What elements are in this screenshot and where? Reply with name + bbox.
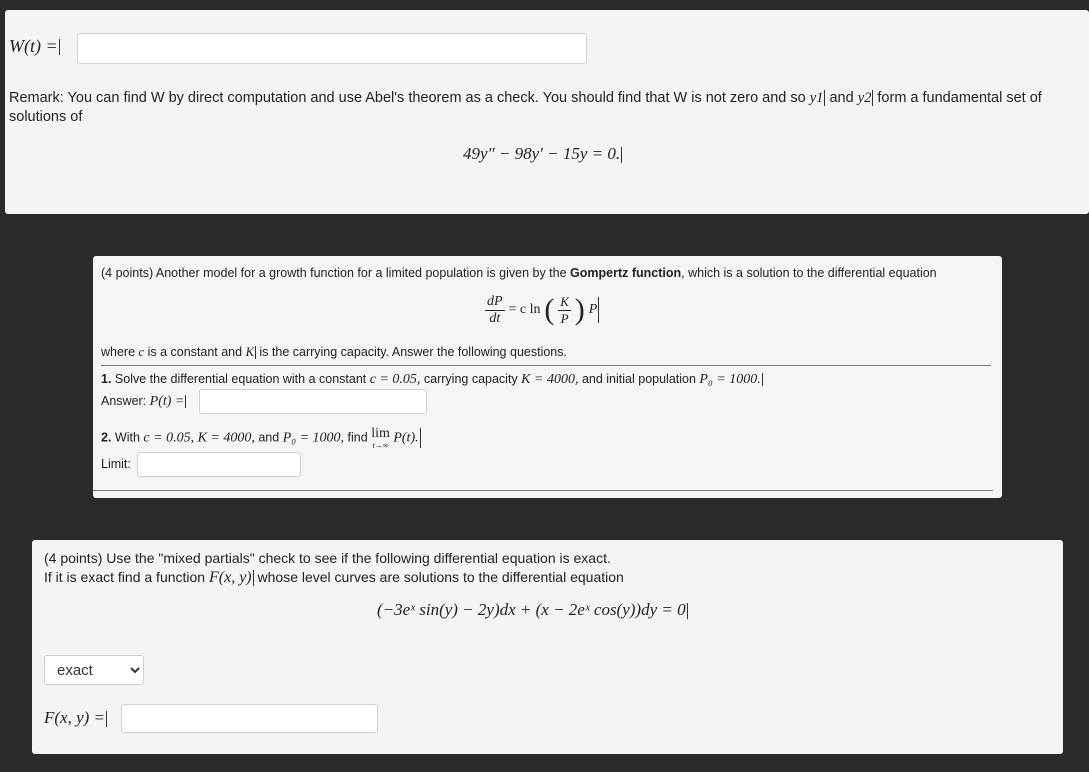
q2-p0: P₀ = 1000, (282, 430, 345, 446)
lim-sub: t→∞ (372, 441, 389, 450)
question-1 (101, 372, 763, 388)
q1-number: 1. (101, 372, 112, 386)
pt-answer-input[interactable] (199, 389, 427, 414)
cursor-mark (185, 395, 186, 408)
ode-equation (463, 144, 622, 164)
inner-den: P (558, 310, 571, 327)
limit-input[interactable] (137, 452, 301, 477)
limit-operator (371, 428, 390, 452)
exact-equation-panel (32, 540, 1063, 754)
line2-prefix: If it is exact find a function (44, 569, 206, 585)
c-var: c (138, 345, 145, 359)
answer-label (101, 394, 186, 410)
wronskian-panel (5, 10, 1089, 214)
cursor-mark (106, 711, 107, 727)
cursor-mark (687, 603, 688, 619)
answer-math: P(t) = (149, 394, 185, 409)
where-tail: is the carrying capacity. Answer the following questions. (259, 345, 567, 359)
f-input[interactable] (121, 704, 378, 733)
lim-text: lim (371, 426, 390, 441)
where-text (101, 345, 567, 360)
cursor-mark (598, 297, 599, 323)
remark-main: Remark: You can find W by direct computation and use Abel's theorem as a check. You should find that W is not zero and so (9, 90, 806, 106)
q2-k: K = 4000, (197, 430, 255, 446)
cursor-mark (621, 147, 622, 163)
q1-p0: P₀ = 1000. (699, 372, 761, 387)
gompertz-intro (101, 266, 937, 280)
remark-line2: solutions of (9, 109, 83, 125)
q2-with: With (114, 430, 140, 445)
q1-c: c = 0.05, (369, 372, 421, 387)
paren-left: ( (544, 293, 555, 326)
q1-init: and initial population (581, 372, 696, 386)
fxy-math: F(x, y) (208, 569, 252, 586)
where-prefix: where (101, 345, 136, 359)
cursor-mark (59, 39, 60, 55)
remark-tail: form a fundamental set of (877, 90, 1042, 106)
cursor-mark (253, 570, 254, 586)
q1-text: Solve the differential equation with a constant (114, 372, 367, 386)
where-mid: is a constant and (147, 345, 243, 359)
frac-num: dP (487, 293, 503, 309)
cursor-mark (420, 428, 421, 448)
eq-tail: P (588, 302, 598, 317)
remark-and: and (829, 90, 854, 106)
inner-num: K (560, 293, 569, 309)
answer-label-text: Answer: (101, 394, 147, 408)
exact-ode-text: (−3eˣ sin(y) − 2y)dx + (x − 2eˣ cos(y))dy = 0 (377, 600, 686, 619)
f-label-text: F(x, y) = (44, 708, 106, 727)
ode-equation-text: 49y″ − 98y′ − 15y = 0. (463, 144, 621, 163)
paren-right: ) (574, 293, 585, 326)
line2-suffix: whose level curves are solutions to the differential equation (257, 569, 624, 585)
q1-cap: carrying capacity (423, 372, 518, 386)
eq-mid: = c ln (508, 302, 541, 317)
question-2 (101, 428, 421, 452)
cursor-mark (872, 90, 873, 106)
k-var: K (245, 345, 254, 359)
divider-bottom (93, 490, 993, 491)
y2-var: y2 (857, 90, 872, 106)
k-over-p-fraction (558, 294, 571, 327)
cursor-mark (824, 90, 825, 106)
gompertz-panel (93, 256, 1002, 498)
exactness-select[interactable] (44, 655, 144, 685)
w-label-text: W(t) = (9, 36, 58, 56)
exact-ode-equation (377, 600, 688, 620)
frac-den: dt (485, 310, 505, 327)
w-label (9, 36, 60, 57)
dp-dt-fraction (485, 294, 505, 327)
gompertz-equation (485, 293, 599, 327)
q2-find: find (347, 430, 368, 445)
cursor-mark (255, 346, 256, 359)
q2-pt: P(t). (393, 430, 419, 446)
limit-label: Limit: (101, 457, 131, 471)
f-label (44, 708, 107, 728)
q2-c: c = 0.05, (143, 430, 195, 446)
exact-intro-line1: (4 points) Use the "mixed partials" check to see if the following differential equation is exact. (44, 550, 611, 566)
q2-and: and (258, 430, 280, 445)
y1-var: y1 (809, 90, 824, 106)
intro-suffix: , which is a solution to the differential equation (681, 266, 937, 280)
q1-k: K = 4000, (521, 372, 579, 387)
cursor-mark (762, 373, 763, 386)
exact-intro-line2 (44, 569, 624, 587)
w-input[interactable] (77, 33, 587, 64)
intro-bold: Gompertz function (570, 266, 682, 280)
intro-prefix: (4 points) Another model for a growth function for a limited population is given by the (101, 266, 567, 280)
q2-number: 2. (101, 430, 112, 445)
remark-text (9, 88, 1042, 109)
divider (101, 365, 991, 366)
